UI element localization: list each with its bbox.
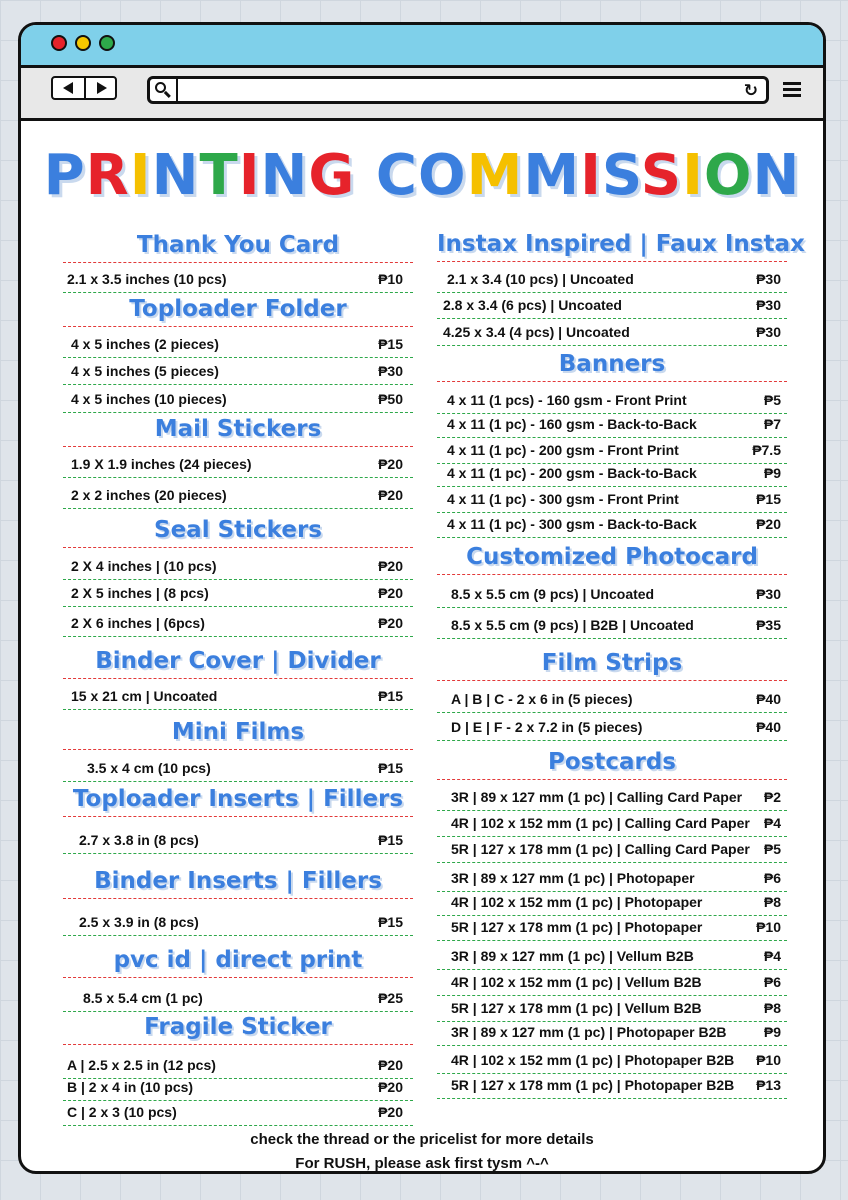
item-label: 8.5 x 5.5 cm (9 pcs) | B2B | Uncoated xyxy=(451,617,694,633)
item-label: 2.7 x 3.8 in (8 pcs) xyxy=(79,832,199,848)
item-label: 2.8 x 3.4 (6 pcs) | Uncoated xyxy=(443,297,622,313)
section-divider xyxy=(63,326,413,327)
price-item xyxy=(67,1102,403,1122)
item-label: 2 x 2 inches (20 pieces) xyxy=(71,487,227,503)
section-divider xyxy=(63,678,413,679)
section-divider xyxy=(437,261,787,262)
row-divider xyxy=(437,607,787,608)
price-item xyxy=(79,912,403,932)
section-divider xyxy=(63,816,413,817)
item-label: 5R | 127 x 178 mm (1 pc) | Photopaper xyxy=(451,919,703,935)
item-price: ₱40 xyxy=(756,691,781,707)
price-item xyxy=(451,946,781,966)
title-letter: I xyxy=(682,143,704,208)
price-item xyxy=(451,839,781,859)
row-divider xyxy=(63,709,413,710)
close-dot-icon[interactable] xyxy=(51,35,67,51)
price-item xyxy=(451,1022,781,1042)
title-letter: T xyxy=(199,143,239,208)
browser-toolbar xyxy=(21,68,823,121)
reload-icon[interactable]: ↻ xyxy=(743,81,758,100)
item-price: ₱10 xyxy=(756,919,781,935)
item-label: 1.9 X 1.9 inches (24 pieces) xyxy=(71,456,252,472)
page-title xyxy=(21,143,823,208)
section-divider xyxy=(437,680,787,681)
row-divider xyxy=(63,477,413,478)
price-item xyxy=(67,1055,403,1075)
title-letter: I xyxy=(580,143,602,208)
back-arrow-icon[interactable] xyxy=(63,82,73,94)
title-letter: C xyxy=(375,143,418,208)
item-price: ₱9 xyxy=(763,465,781,481)
row-divider xyxy=(437,486,787,487)
item-price: ₱10 xyxy=(756,1052,781,1068)
item-price: ₱9 xyxy=(763,1024,781,1040)
item-price: ₱25 xyxy=(378,990,403,1006)
item-price: ₱2 xyxy=(763,789,781,805)
section-divider xyxy=(437,779,787,780)
title-bar xyxy=(21,25,823,68)
item-label: A | B | C - 2 x 6 in (5 pieces) xyxy=(451,691,633,707)
item-label: 8.5 x 5.4 cm (1 pc) xyxy=(83,990,203,1006)
item-price: ₱6 xyxy=(763,974,781,990)
item-price: ₱40 xyxy=(756,719,781,735)
row-divider xyxy=(63,606,413,607)
item-price: ₱13 xyxy=(756,1077,781,1093)
forward-arrow-icon[interactable] xyxy=(97,82,107,94)
price-item xyxy=(451,813,781,833)
item-label: 3R | 89 x 127 mm (1 pc) | Vellum B2B xyxy=(451,948,694,964)
section-title: pvc id | direct print xyxy=(113,947,363,973)
price-item xyxy=(87,758,403,778)
row-divider xyxy=(63,412,413,413)
row-divider xyxy=(437,810,787,811)
item-label: 4 x 5 inches (2 pieces) xyxy=(71,336,219,352)
item-price: ₱4 xyxy=(763,948,781,964)
price-item xyxy=(443,295,781,315)
section-title: Mini Films xyxy=(171,719,305,745)
item-label: 4 x 11 (1 pcs) - 160 gsm - Front Print xyxy=(447,392,687,408)
price-item xyxy=(451,689,781,709)
item-label: 4 x 11 (1 pc) - 200 gsm - Back-to-Back xyxy=(447,465,697,481)
row-divider xyxy=(63,853,413,854)
price-item xyxy=(71,485,403,505)
row-divider xyxy=(437,940,787,941)
row-divider xyxy=(437,712,787,713)
title-letter: O xyxy=(417,143,467,208)
item-price: ₱20 xyxy=(378,1057,403,1073)
price-item xyxy=(447,514,781,534)
item-label: 4R | 102 x 152 mm (1 pc) | Photopaper B2B xyxy=(451,1052,735,1068)
item-price: ₱30 xyxy=(756,297,781,313)
item-price: ₱20 xyxy=(378,585,403,601)
price-item xyxy=(79,830,403,850)
row-divider xyxy=(437,437,787,438)
item-price: ₱35 xyxy=(756,617,781,633)
page-content xyxy=(21,121,823,1171)
browser-window xyxy=(18,22,826,1174)
price-item xyxy=(447,463,781,483)
section-title: Postcards xyxy=(548,749,676,775)
section-title: Mail Stickers xyxy=(154,416,322,442)
row-divider xyxy=(63,1125,413,1126)
title-letter: O xyxy=(703,143,753,208)
item-price: ₱8 xyxy=(763,894,781,910)
title-letter: I xyxy=(238,143,261,208)
item-label: 8.5 x 5.5 cm (9 pcs) | Uncoated xyxy=(451,586,655,602)
item-price: ₱20 xyxy=(378,558,403,574)
price-item xyxy=(451,615,781,635)
price-item xyxy=(71,389,403,409)
price-item xyxy=(451,917,781,937)
item-price: ₱8 xyxy=(763,1000,781,1016)
section-title: Customized Photocard xyxy=(466,544,758,570)
item-label: 4 x 11 (1 pc) - 160 gsm - Back-to-Back xyxy=(447,416,697,432)
item-label: 15 x 21 cm | Uncoated xyxy=(71,688,218,704)
section-title: Banners xyxy=(558,351,666,377)
item-label: 4 x 11 (1 pc) - 300 gsm - Back-to-Back xyxy=(447,516,697,532)
price-item xyxy=(447,440,781,460)
item-label: 3.5 x 4 cm (10 pcs) xyxy=(87,760,211,776)
section-divider xyxy=(63,749,413,750)
row-divider xyxy=(437,836,787,837)
footer-note-1: check the thread or the pricelist for more details xyxy=(250,1131,594,1148)
row-divider xyxy=(437,740,787,741)
row-divider xyxy=(63,508,413,509)
item-price: ₱20 xyxy=(378,615,403,631)
item-price: ₱6 xyxy=(763,870,781,886)
row-divider xyxy=(63,781,413,782)
price-item xyxy=(71,361,403,381)
price-item xyxy=(451,892,781,912)
nav-divider xyxy=(84,78,86,98)
item-price: ₱20 xyxy=(378,456,403,472)
minimize-dot-icon[interactable] xyxy=(75,35,91,51)
price-item xyxy=(71,334,403,354)
item-price: ₱4 xyxy=(763,815,781,831)
row-divider xyxy=(437,638,787,639)
item-price: ₱15 xyxy=(378,914,403,930)
item-price: ₱15 xyxy=(756,491,781,507)
item-label: 4 x 11 (1 pc) - 200 gsm - Front Print xyxy=(447,442,679,458)
title-letter: N xyxy=(260,143,309,208)
item-label: D | E | F - 2 x 7.2 in (5 pieces) xyxy=(451,719,643,735)
title-letter: G xyxy=(308,143,356,208)
item-price: ₱15 xyxy=(378,688,403,704)
item-label: 4 x 11 (1 pc) - 300 gsm - Front Print xyxy=(447,491,679,507)
price-item xyxy=(451,1050,781,1070)
item-label: 4R | 102 x 152 mm (1 pc) | Vellum B2B xyxy=(451,974,702,990)
item-price: ₱20 xyxy=(378,487,403,503)
title-letter: M xyxy=(523,143,581,208)
price-item xyxy=(451,584,781,604)
section-divider xyxy=(63,1044,413,1045)
section-title: Instax Inspired | Faux Instax xyxy=(437,231,805,257)
section-title: Seal Stickers xyxy=(154,517,322,543)
row-divider xyxy=(63,357,413,358)
title-letter: I xyxy=(129,143,152,208)
item-label: 4.25 x 3.4 (4 pcs) | Uncoated xyxy=(443,324,630,340)
price-item xyxy=(71,613,403,633)
item-price: ₱7.5 xyxy=(752,442,781,458)
row-divider xyxy=(437,995,787,996)
price-item xyxy=(447,269,781,289)
item-price: ₱30 xyxy=(756,324,781,340)
section-divider xyxy=(63,262,413,263)
row-divider xyxy=(437,915,787,916)
section-title: Binder Inserts | Fillers xyxy=(94,868,382,894)
section-title: Toploader Inserts | Fillers xyxy=(72,786,404,812)
price-item xyxy=(71,583,403,603)
price-item xyxy=(447,390,781,410)
price-item xyxy=(71,454,403,474)
section-divider xyxy=(437,574,787,575)
hamburger-menu-icon[interactable] xyxy=(783,82,801,100)
section-title: Film Strips xyxy=(541,650,683,676)
item-price: ₱20 xyxy=(378,1104,403,1120)
item-label: A | 2.5 x 2.5 in (12 pcs) xyxy=(67,1057,216,1073)
price-item xyxy=(447,489,781,509)
row-divider xyxy=(437,318,787,319)
price-item xyxy=(443,322,781,342)
price-item xyxy=(451,972,781,992)
footer-note-2: For RUSH, please ask first tysm ^-^ xyxy=(295,1155,549,1172)
section-divider xyxy=(63,547,413,548)
row-divider xyxy=(63,292,413,293)
item-label: 2.5 x 3.9 in (8 pcs) xyxy=(79,914,199,930)
price-item xyxy=(451,1075,781,1095)
item-label: 5R | 127 x 178 mm (1 pc) | Vellum B2B xyxy=(451,1000,702,1016)
item-price: ₱5 xyxy=(763,392,781,408)
search-handle xyxy=(164,91,171,98)
item-label: 2.1 x 3.4 (10 pcs) | Uncoated xyxy=(447,271,634,287)
item-price: ₱7 xyxy=(763,416,781,432)
item-label: 4R | 102 x 152 mm (1 pc) | Calling Card Paper xyxy=(451,815,750,831)
price-item xyxy=(71,686,403,706)
item-price: ₱30 xyxy=(756,271,781,287)
item-price: ₱10 xyxy=(378,271,403,287)
title-letter: R xyxy=(85,143,130,208)
item-label: 3R | 89 x 127 mm (1 pc) | Calling Card Paper xyxy=(451,789,743,805)
item-price: ₱5 xyxy=(763,841,781,857)
row-divider xyxy=(63,384,413,385)
maximize-dot-icon[interactable] xyxy=(99,35,115,51)
row-divider xyxy=(63,1011,413,1012)
row-divider xyxy=(437,537,787,538)
item-label: 2 X 5 inches | (8 pcs) xyxy=(71,585,209,601)
section-divider xyxy=(437,381,787,382)
item-label: 4 x 5 inches (5 pieces) xyxy=(71,363,219,379)
section-divider xyxy=(63,446,413,447)
title-letter: M xyxy=(466,143,524,208)
address-bar[interactable] xyxy=(147,76,769,104)
item-label: 5R | 127 x 178 mm (1 pc) | Photopaper B2B xyxy=(451,1077,735,1093)
row-divider xyxy=(63,935,413,936)
item-price: ₱30 xyxy=(756,586,781,602)
row-divider xyxy=(437,862,787,863)
title-letter: N xyxy=(151,143,200,208)
section-divider xyxy=(63,898,413,899)
row-divider xyxy=(437,512,787,513)
item-label: C | 2 x 3 (10 pcs) xyxy=(67,1104,177,1120)
title-letter: S xyxy=(601,143,641,208)
search-icon[interactable] xyxy=(150,79,178,101)
row-divider xyxy=(437,292,787,293)
price-item xyxy=(451,998,781,1018)
item-label: 4R | 102 x 152 mm (1 pc) | Photopaper xyxy=(451,894,703,910)
item-price: ₱50 xyxy=(378,391,403,407)
title-letter: P xyxy=(43,143,86,208)
item-price: ₱30 xyxy=(378,363,403,379)
item-price: ₱15 xyxy=(378,832,403,848)
title-letter: S xyxy=(640,143,683,208)
title-letter: N xyxy=(752,143,801,208)
row-divider xyxy=(437,1073,787,1074)
row-divider xyxy=(63,1100,413,1101)
row-divider xyxy=(437,1045,787,1046)
price-item xyxy=(83,988,403,1008)
item-label: 2.1 x 3.5 inches (10 pcs) xyxy=(67,271,227,287)
price-item xyxy=(451,717,781,737)
section-title: Binder Cover | Divider xyxy=(95,648,381,674)
item-price: ₱20 xyxy=(378,1079,403,1095)
item-label: B | 2 x 4 in (10 pcs) xyxy=(67,1079,194,1095)
price-item xyxy=(67,1077,403,1097)
item-label: 4 x 5 inches (10 pieces) xyxy=(71,391,227,407)
item-label: 3R | 89 x 127 mm (1 pc) | Photopaper xyxy=(451,870,695,886)
item-label: 2 X 6 inches | (6pcs) xyxy=(71,615,205,631)
row-divider xyxy=(63,579,413,580)
item-label: 2 X 4 inches | (10 pcs) xyxy=(71,558,217,574)
section-title: Toploader Folder xyxy=(129,296,347,322)
item-price: ₱20 xyxy=(756,516,781,532)
row-divider xyxy=(437,969,787,970)
price-item xyxy=(447,414,781,434)
price-item xyxy=(71,556,403,576)
price-item xyxy=(67,269,403,289)
row-divider xyxy=(437,345,787,346)
nav-buttons xyxy=(51,76,117,100)
item-label: 5R | 127 x 178 mm (1 pc) | Calling Card Paper xyxy=(451,841,750,857)
row-divider xyxy=(437,1098,787,1099)
price-item xyxy=(451,787,781,807)
item-label: 3R | 89 x 127 mm (1 pc) | Photopaper B2B xyxy=(451,1024,727,1040)
item-price: ₱15 xyxy=(378,760,403,776)
price-item xyxy=(451,868,781,888)
section-title: Fragile Sticker xyxy=(144,1014,332,1040)
title-letter xyxy=(355,143,376,208)
item-price: ₱15 xyxy=(378,336,403,352)
row-divider xyxy=(63,636,413,637)
section-title: Thank You Card xyxy=(136,232,340,258)
section-divider xyxy=(63,977,413,978)
